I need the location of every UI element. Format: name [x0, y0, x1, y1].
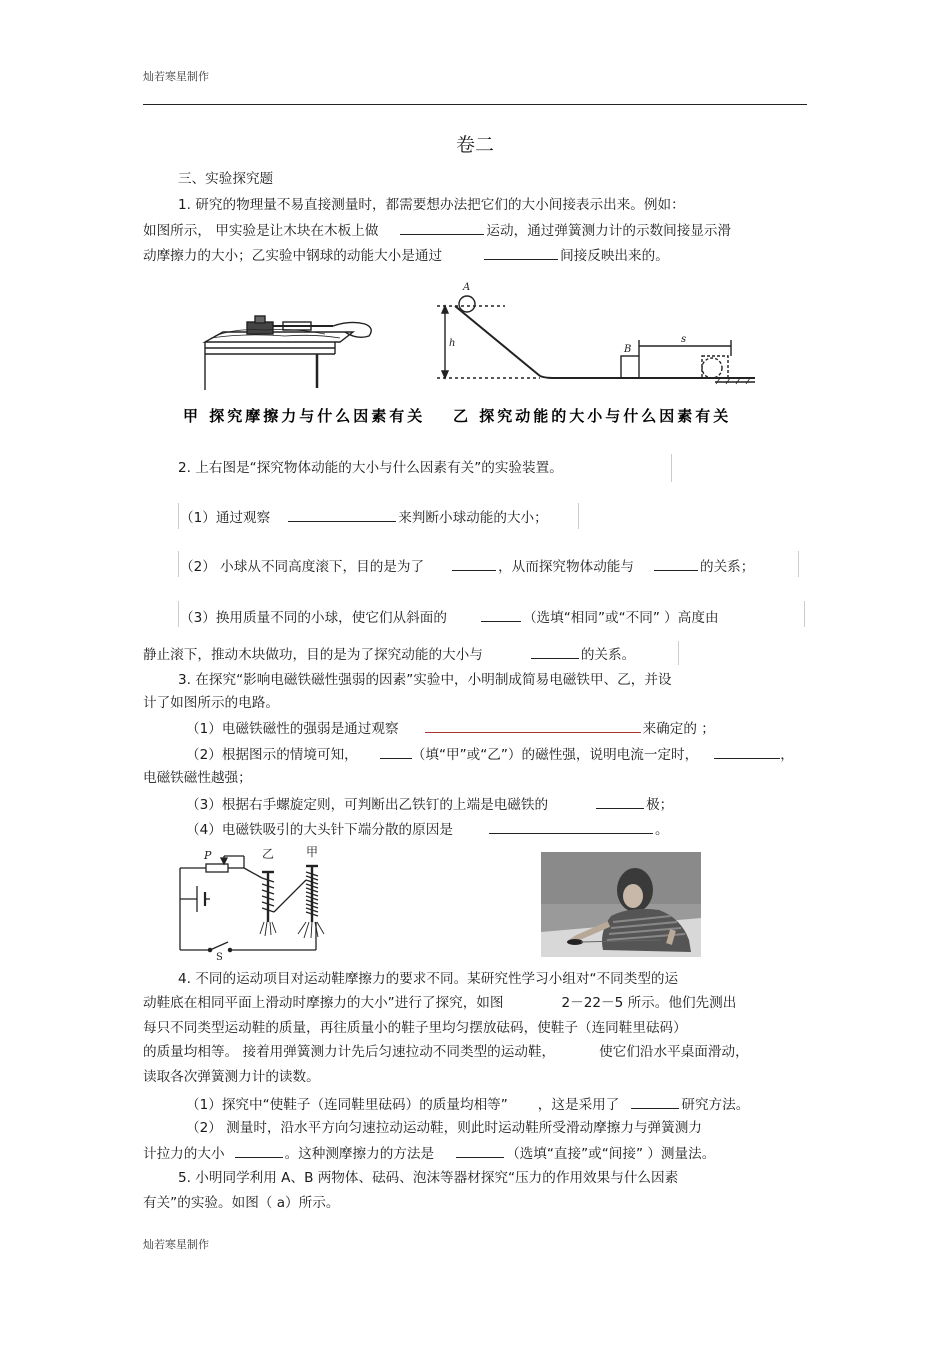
q2-p3b-frame-right — [678, 641, 679, 665]
q4-blank2[interactable] — [235, 1143, 283, 1158]
q4-part2-cont — [143, 1143, 715, 1163]
q3-part2-c: ， — [780, 747, 794, 763]
q3-part1-a: （1）电磁铁磁性的强弱是通过观察 — [186, 721, 399, 737]
q4-blank3[interactable] — [456, 1143, 504, 1158]
q2-part1-a: （1）通过观察 — [180, 510, 271, 526]
page-footer: 灿若寒星制作 — [143, 1238, 209, 1251]
q2-p3-frame-left — [178, 601, 179, 627]
q4-part2-b: 计拉力的大小 — [143, 1146, 225, 1162]
q2-intro: 2. 上右图是“探究物体动能的大小与什么因素有关”的实验装置。 — [178, 460, 563, 476]
q3-part4-a: （4）电磁铁吸引的大头针下端分散的原因是 — [186, 822, 453, 838]
q2-part3-d: 的关系。 — [580, 647, 636, 663]
q2-part3-c: 静止滚下，推动木块做功，目的是为了探究动能的大小与 — [143, 647, 483, 663]
q4-part2-d: （选填“直接”或“间接” ）测量法。 — [506, 1146, 716, 1162]
q2-part2 — [180, 556, 754, 576]
label-s-switch: S — [216, 952, 223, 960]
q2-part3 — [180, 607, 719, 627]
q4-line4-a: 的质量均相等。 接着用弹簧测力计先后匀速拉动不同类型的运动鞋， — [143, 1044, 556, 1060]
photo-shoe — [567, 939, 583, 945]
q2-blank5[interactable] — [531, 644, 579, 659]
q1-blank2[interactable] — [484, 245, 558, 260]
q2-blank3[interactable] — [654, 556, 698, 571]
q3-part1 — [186, 718, 715, 738]
q4-line2-a: 动鞋底在相同平面上滑动时摩擦力的大小”进行了探究，如图 — [143, 995, 504, 1011]
label-s: s — [681, 334, 687, 345]
page-header: 灿若寒星制作 — [143, 70, 209, 83]
q4-part2-c: 。这种测摩擦力的方法是 — [284, 1146, 435, 1162]
q2-part2-a: （2） 小球从不同高度滚下，目的是为了 — [180, 559, 425, 575]
friction-apparatus-drawing — [205, 316, 371, 390]
q3-part2-cont: 电磁铁磁性越强； — [143, 770, 252, 786]
q5-line1: 5. 小明同学利用 A、B 两物体、砝码、泡沫等器材探究“压力的作用效果与什么因素 — [178, 1170, 679, 1186]
q1-line3-a: 动摩擦力的大小；乙实验中钢球的动能大小是通过 — [143, 248, 443, 264]
q2-p2-frame-right — [798, 551, 799, 577]
q3-blank1[interactable] — [425, 718, 641, 733]
circuit-drawing — [180, 856, 324, 952]
q4-line4-b: 使它们沿水平桌面滑动， — [599, 1044, 749, 1060]
q5-line2: 有关”的实验。如图（ a）所示。 — [143, 1195, 340, 1211]
q4-line2 — [143, 994, 736, 1012]
section-heading: 三、实验探究题 — [178, 171, 274, 187]
q2-p1-frame-left — [178, 503, 179, 529]
q4-line5: 读取各次弹簧测力计的读数。 — [143, 1069, 320, 1085]
q2-p2-frame-left — [178, 551, 179, 577]
q2-p1-frame-right — [578, 503, 579, 529]
label-jia: 甲 — [306, 845, 319, 859]
q4-part1-b: ，这是采用了 — [537, 1097, 620, 1113]
q4-part2: （2） 测量时，沿水平方向匀速拉动运动鞋，则此时运动鞋所受滑动摩擦力与弹簧测力 — [186, 1120, 702, 1136]
q3-blank4[interactable] — [596, 794, 644, 809]
q1-line2-a: 如图所示， 甲实验是让木块在木板上做 — [143, 223, 379, 239]
label-yi: 乙 — [262, 847, 275, 861]
q3-part3-a: （3）根据右手螺旋定则，可判断出乙铁钉的上端是电磁铁的 — [186, 797, 549, 813]
header-rule — [143, 104, 807, 105]
figure-friction-kinetic-energy — [175, 280, 765, 430]
q1-line2 — [143, 220, 731, 240]
q4-blank1[interactable] — [631, 1094, 679, 1109]
q4-line3: 每只不同类型运动鞋的质量，再往质量小的鞋子里均匀摆放砝码，使鞋子（连同鞋里砝码） — [143, 1020, 687, 1036]
q4-part1-c: 研究方法。 — [681, 1097, 750, 1113]
q1-blank1[interactable] — [400, 220, 484, 235]
q3-part4-b: 。 — [654, 822, 669, 838]
q3-line1: 3. 在探究“影响电磁铁磁性强弱的因素”实验中，小明制成简易电磁铁甲、乙，并设 — [178, 672, 672, 688]
q3-part2-a: （2）根据图示的情境可知， — [186, 747, 358, 763]
figure1-caption-left: 甲 探究摩擦力与什么因素有关 — [183, 407, 426, 425]
q3-blank2[interactable] — [380, 744, 412, 759]
q3-part3 — [186, 794, 673, 814]
q2-part2-c: 的关系； — [700, 559, 755, 575]
q2-blank1[interactable] — [288, 507, 396, 522]
q2-part1-b: 来判断小球动能的大小； — [398, 510, 548, 526]
q2-part3-b: （选填“相同”或“不同” ）高度由 — [522, 610, 719, 626]
q1-line3 — [143, 245, 669, 265]
q2-part1 — [180, 507, 548, 527]
q2-blank2[interactable] — [452, 556, 496, 571]
figure1-caption-right: 乙 探究动能的大小与什么因素有关 — [453, 407, 732, 425]
q2-p3-frame-right — [804, 601, 805, 627]
q2-blank4[interactable] — [481, 607, 521, 622]
q2-frame-edge — [671, 454, 672, 482]
q3-part4 — [186, 819, 669, 839]
q3-part2-b: （填“甲”或“乙”）的磁性强，说明电流一定时， — [411, 747, 699, 763]
q1-line2-b: 运动，通过弹簧测力计的示数间接显示滑 — [486, 223, 732, 239]
label-p: P — [204, 849, 212, 862]
q4-part1 — [186, 1094, 749, 1114]
q3-blank5[interactable] — [489, 819, 653, 834]
photo-face — [623, 884, 643, 908]
photo-shoe-friction — [541, 852, 701, 957]
q3-blank3[interactable] — [714, 744, 780, 759]
q4-part1-a: （1）探究中“使鞋子（连同鞋里砝码）的质量均相等” — [186, 1097, 508, 1113]
q4-line2-b: 2－22－5 所示。他们先测出 — [561, 995, 737, 1011]
q2-part3-cont — [143, 644, 635, 664]
label-b: B — [624, 344, 632, 355]
q2-part3-a: （3）换用质量不同的小球，使它们从斜面的 — [180, 610, 447, 626]
figure-electromagnet-circuit — [170, 842, 340, 960]
q1-line1: 1. 研究的物理量不易直接测量时，都需要想办法把它们的大小间接表示出来。例如： — [178, 197, 685, 213]
q3-part3-b: 极； — [646, 797, 674, 813]
q3-part1-b: 来确定的 ； — [642, 721, 715, 737]
q2-part2-b: ，从而探究物体动能与 — [498, 559, 634, 575]
q3-line2: 计了如图所示的电路。 — [143, 695, 279, 711]
q4-line4 — [143, 1043, 749, 1061]
q3-part2 — [186, 744, 794, 764]
q1-line3-b: 间接反映出来的。 — [560, 248, 669, 264]
page-title: 卷二 — [455, 134, 494, 156]
label-a: A — [463, 282, 471, 293]
kinetic-energy-apparatus-drawing — [437, 296, 755, 384]
q4-line1: 4. 不同的运动项目对运动鞋摩擦力的要求不同。某研究性学习小组对“不同类型的运 — [178, 971, 679, 987]
label-h: h — [449, 338, 456, 349]
